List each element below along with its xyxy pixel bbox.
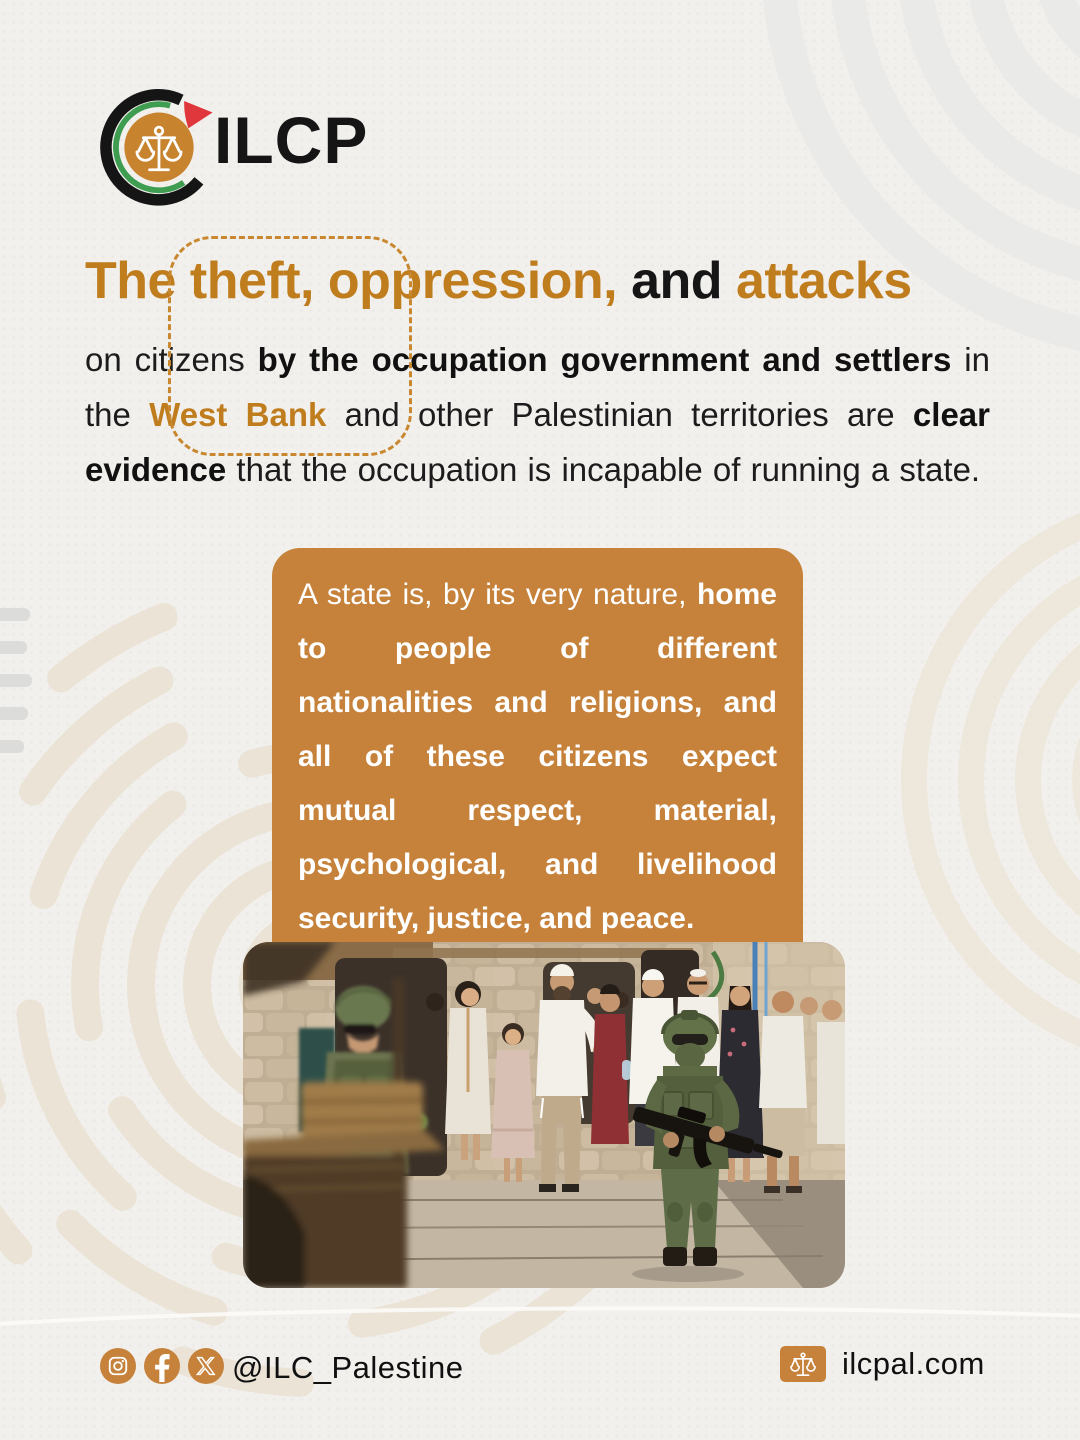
scales-of-justice-icon <box>96 80 222 206</box>
intro-text: and other Palestinian territories are <box>326 396 913 433</box>
social-handle: @ILC_Palestine <box>232 1350 464 1385</box>
headline-mid: and <box>617 252 736 310</box>
headline-tail: attacks <box>735 252 912 310</box>
intro-bold-occupation: by the occupation government and settlers <box>257 341 952 378</box>
facebook-icon <box>144 1348 180 1384</box>
headline-lead: The theft, oppression, <box>85 252 618 310</box>
social-icons <box>100 1348 224 1384</box>
intro-highlight-west-bank: West Bank <box>149 396 327 433</box>
quote-regular: A state is, by its very nature, <box>298 578 697 611</box>
quote-card <box>272 548 803 976</box>
brand-name: ILCP <box>214 103 369 177</box>
quote-bold: home to people of different nationalities and religions, and all of these citizens expect mutual respect, material, psychological, and livelihood security, justice, and peace. <box>298 578 777 935</box>
street-scene-photo <box>243 942 845 1288</box>
intro-bold-clear-evidence: clear evidence <box>85 396 990 488</box>
instagram-icon <box>100 1348 136 1384</box>
intro-text: in the <box>85 341 990 433</box>
intro-text: that the occupation is incapable of running a state. <box>226 451 981 488</box>
website-row <box>780 1346 985 1382</box>
brand-logo <box>96 80 426 206</box>
intro-text: on citizens <box>85 341 258 378</box>
scales-icon <box>780 1346 826 1382</box>
x-icon <box>188 1348 224 1384</box>
dashed-highlight-frame <box>168 236 412 456</box>
footer <box>0 1336 1080 1400</box>
website-url: ilcpal.com <box>842 1346 985 1381</box>
street-scene-illustration <box>243 942 845 1288</box>
